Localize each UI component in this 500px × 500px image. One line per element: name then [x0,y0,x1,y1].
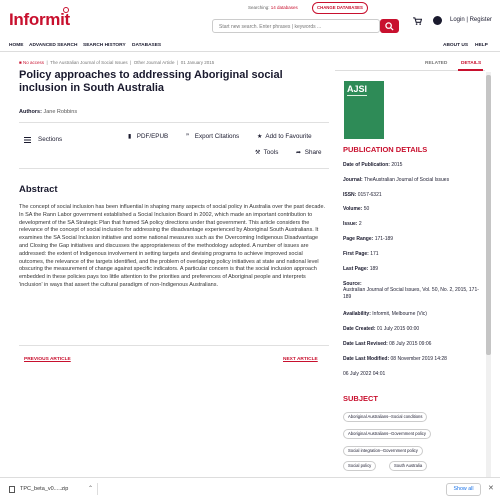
divider [19,168,329,169]
detail-key: Availability: [343,311,371,317]
detail-key: Date Last Modified: [343,356,390,362]
pdf-label: PDF/EPUB [136,133,169,140]
detail-row [343,341,479,347]
abstract-text: The concept of social inclusion has been influential in shaping many aspects of social policy in Australia over the past decade. In SA the Rann Labor government established a Social Inclusion Board in 2002, which made an important contribution to development of the SA Strategic Plan that framed SA policy directions under that government. This article considers the relevance of the concept of social inclusion for addressing the disadvantage experienced by Aboriginal South Australians. It examines the SA Social Inclusion initiative and some national measures such as the Overcoming Indigenous Disadvantage and Closing the Gap initiatives and discusses the appropriateness of the methodology adopted. A number of issues are addressed: the extent of Indigenous involvement in setting targets and devising programs to achieve improved social outcomes, the relevance of the targets identified, and the problem of overlapping policy initiatives at state and national level obscuring the measurement of change against specific indicators. A particular concern is that the social inclusion approach embedded in these policies pays too little attention to the priorities and preferences of Aboriginal people and interprets 'inclusion' in ways that assert the cultural paradigm of non-Indigenous Australians. [19,204,326,288]
scrollbar-thumb[interactable] [486,75,491,355]
active-tab-indicator [458,69,483,71]
no-access-badge: ■ No access [19,60,44,65]
add-to-favourite-button[interactable] [257,133,312,140]
detail-value: 01 July 2015 00:00 [376,326,420,332]
export-citations-button[interactable] [186,133,239,140]
informit-logo[interactable] [9,10,70,30]
tools-label: Tools [263,149,279,156]
detail-value: 171 [370,251,379,257]
detail-value: Australian Journal of Social Issues, Vol. 50, No. 2, 2015, 171-189 [343,287,479,300]
detail-key: ISSN: [343,192,357,198]
next-article-link[interactable]: NEXT ARTICLE [283,357,318,362]
searching-status [248,5,298,10]
search-icon [385,22,394,31]
detail-key: First Page: [343,251,369,257]
detail-key: Last Page: [343,266,369,272]
download-file-name[interactable]: TPC_beta_v0.....zip [20,486,69,492]
show-all-button[interactable]: Show all [446,483,481,496]
share-button[interactable] [296,149,322,156]
divider [19,345,329,346]
article-meta: ■ No access | The Australian Journal of Social Issues | Other Journal Article | 01 January 2015 [19,60,215,65]
detail-row [343,266,479,272]
detail-row [343,311,479,317]
detail-row [343,192,479,198]
article-type: Other Journal Article [133,60,175,65]
nav-databases[interactable]: DATABASES [132,43,162,48]
detail-row [343,177,479,183]
cart-icon[interactable] [413,17,422,25]
detail-key: Date of Publication: [343,162,390,168]
tab-related[interactable]: RELATED [425,61,448,66]
close-icon[interactable]: ✕ [488,485,494,492]
previous-article-link[interactable]: PREVIOUS ARTICLE [24,357,71,362]
search-button[interactable] [380,19,399,33]
cover-line [347,95,367,96]
tab-details[interactable]: DETAILS [461,61,482,66]
detail-value: 08 November 2019 14:28 [390,356,447,362]
pdf-epub-button[interactable] [128,133,168,140]
share-icon: ➦ [296,150,302,156]
detail-value: 0157-6321 [357,192,382,198]
detail-row [343,221,479,227]
detail-key: Journal: [343,177,363,183]
detail-row [343,371,479,377]
list-icon [24,137,31,143]
detail-row [343,251,479,257]
authors [19,109,77,115]
chevron-up-icon[interactable]: ⌃ [88,486,94,492]
detail-value: TheAustralian Journal of Social Issues [364,177,450,183]
detail-value: Informit, Melbourne (Vic) [372,311,427,317]
favourite-label: Add to Favourite [265,133,312,140]
export-label: Export Citations [194,133,240,140]
quote-icon: ” [186,134,189,140]
share-label: Share [304,149,322,156]
detail-row [343,281,479,300]
detail-key: Page Range: [343,236,374,242]
sections-label: Sections [38,136,63,143]
logo-dot-icon [63,7,69,13]
detail-key: Date Last Revised: [343,341,388,347]
detail-value: 06 July 2022 04:01 [343,371,386,377]
detail-row [343,356,479,362]
login-register-link[interactable]: Login | Register [450,17,492,23]
wrench-icon: ⚒ [255,150,261,156]
article-title: Policy approaches to addressing Aboriginal social inclusion in South Australia [19,69,283,94]
subject-chip[interactable]: Aboriginal Australians--Social conditions [343,412,427,422]
searching-label: Searching: [248,5,270,10]
subject-chip[interactable]: Aboriginal Australians--Government policy [343,429,431,439]
divider [19,122,329,123]
detail-key: Issue: [343,221,358,227]
zip-file-icon [9,486,15,493]
detail-key: Volume: [343,206,363,212]
detail-value: 171-189 [374,236,394,242]
logo-text: Informit [9,10,70,29]
main-nav [0,41,500,52]
detail-value: 189 [369,266,379,272]
database-count[interactable]: 14 databases [270,5,298,10]
nav-help[interactable]: HELP [475,43,488,48]
divider [97,483,98,495]
detail-row [343,326,479,332]
journal-cover-image [344,81,384,139]
search-input[interactable]: Start new search. Enter phrases | keywords ... [212,19,380,33]
detail-value: 50 [363,206,370,212]
detail-key: Source: [343,281,362,287]
download-bar [0,477,500,500]
authors-label: Authors: [19,109,42,115]
subject-heading: SUBJECT [343,394,379,403]
star-icon: ★ [257,134,263,140]
subject-chip[interactable]: Social policy [343,461,376,471]
subject-chip[interactable]: Social integration--Government policy [343,446,423,456]
nav-about-us[interactable]: ABOUT US [443,43,469,48]
nav-advanced-search[interactable]: ADVANCED SEARCH [29,43,78,48]
subject-chip[interactable]: South Australia [389,461,427,471]
nav-search-history[interactable]: SEARCH HISTORY [83,43,126,48]
nav-home[interactable]: HOME [9,43,24,48]
detail-row [343,162,479,168]
detail-row [343,236,479,242]
tools-button[interactable] [255,149,278,156]
author-name[interactable]: Jane Robbins [43,109,78,115]
abstract-heading: Abstract [19,184,58,195]
detail-row [343,206,479,212]
change-databases-button[interactable]: CHANGE DATABASES [312,2,368,14]
cover-title: AJSI [347,84,368,94]
article-date: 01 January 2015 [180,60,215,65]
detail-value: 08 July 2015 09:06 [389,341,432,347]
detail-value: 2 [358,221,362,227]
detail-value: 2015 [391,162,403,168]
journal-name[interactable]: The Australian Journal of Social Issues [50,60,128,65]
user-icon[interactable] [433,16,442,25]
file-icon: ▮ [128,134,132,140]
publication-details-heading: PUBLICATION DETAILS [343,145,428,154]
site-header [0,0,500,38]
detail-key: Date Created: [343,326,376,332]
